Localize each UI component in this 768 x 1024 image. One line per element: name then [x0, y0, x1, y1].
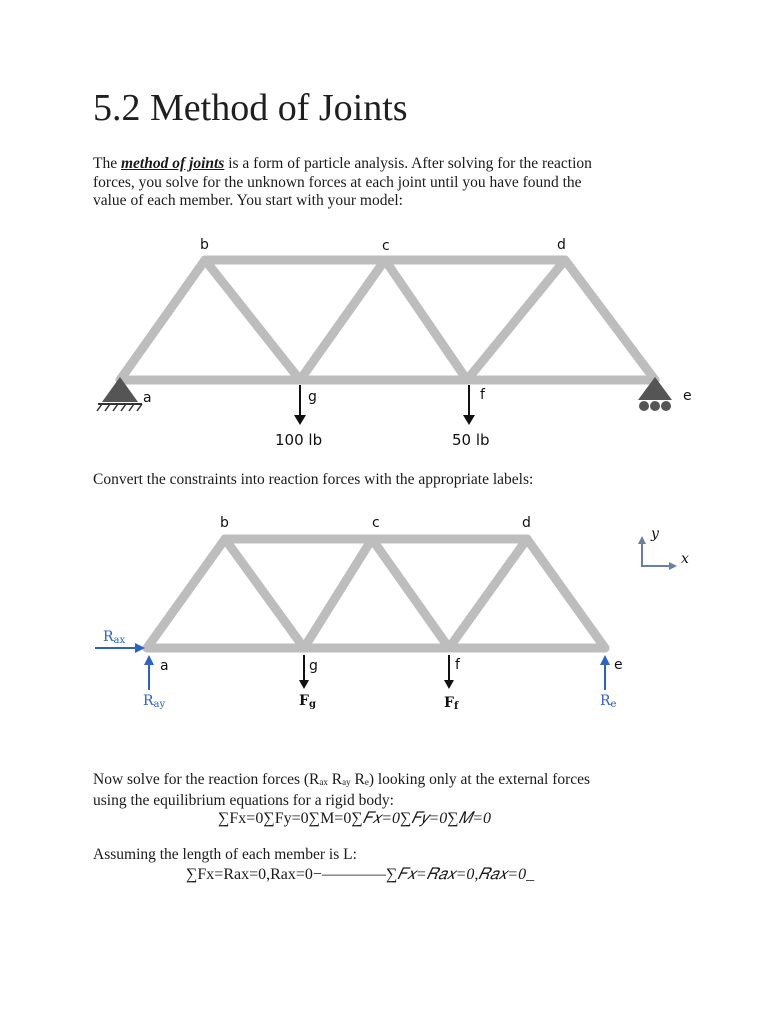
y-axis-label: y — [651, 526, 659, 542]
rax-label: Rax — [103, 629, 126, 646]
intro-line2: forces, you solve for the unknown forces at each joint until you have found the — [93, 173, 582, 191]
method-of-joints-term: method of joints — [120, 155, 225, 172]
fbd-member-fd — [449, 539, 527, 648]
fbd-truss-members — [147, 539, 605, 648]
sum-fx-math: ∑𝐹𝑥=𝑅𝑎𝑥=0,𝑅𝑎𝑥=0_ — [385, 866, 535, 883]
x-axis-arrowhead — [669, 562, 677, 570]
fbd-joint-label-c: c — [372, 515, 380, 531]
fbd-joint-label-f: f — [455, 657, 460, 673]
load-arrowhead-g — [294, 415, 306, 425]
intro-line1-rest: is a form of particle analysis. After solving for the reaction — [224, 155, 592, 172]
truss-model-figure — [0, 225, 768, 460]
fbd-member-bg — [225, 539, 304, 648]
axes-lines — [642, 541, 672, 566]
fbd-member-gc — [304, 539, 372, 648]
free-body-diagram — [0, 505, 768, 725]
x-axis-label: x — [681, 551, 689, 567]
member-cf — [385, 260, 467, 380]
joint-label-f: f — [480, 387, 485, 403]
equilibrium-equations — [218, 810, 491, 828]
coordinate-axes — [642, 541, 672, 566]
load-arrowhead-f — [463, 415, 475, 425]
member-ab — [120, 260, 205, 380]
joint-label-b: b — [200, 237, 209, 253]
intro-lead: The — [93, 155, 121, 172]
fg-label: Fg — [299, 693, 316, 710]
fg-arrowhead — [299, 680, 309, 689]
intro-paragraph — [93, 155, 693, 211]
member-bg — [205, 260, 300, 380]
fbd-member-de — [527, 539, 605, 648]
equilibrium-plain: ∑Fx=0∑Fy=0∑M=0 — [218, 810, 352, 827]
fbd-joint-label-e: e — [614, 657, 623, 673]
member-de — [565, 260, 655, 380]
joint-label-d: d — [557, 237, 566, 253]
load-arrows — [300, 385, 469, 418]
fbd-joint-label-b: b — [220, 515, 229, 531]
intro-line3: value of each member. You start with your model: — [93, 192, 403, 209]
applied-force-arrows — [304, 655, 449, 682]
y-axis-arrowhead — [638, 536, 646, 544]
solve-sub-ay: ay — [342, 777, 351, 787]
solve-line2: using the equilibrium equations for a rigid body: — [93, 791, 394, 809]
solve-mid2: R — [350, 771, 365, 788]
fbd-member-cf — [372, 539, 449, 648]
ray-label: Ray — [143, 693, 166, 710]
fbd-joint-label-d: d — [522, 515, 531, 531]
solve-line1-b: ) looking only at the external forces — [368, 771, 591, 788]
fbd-joint-label-a: a — [160, 658, 169, 674]
joint-label-c: c — [382, 238, 390, 254]
solve-line1-a: Now solve for the reaction forces (R — [93, 771, 320, 788]
member-gc — [300, 260, 385, 380]
truss-members — [120, 260, 655, 380]
page-title: 5.2 Method of Joints — [93, 87, 408, 129]
equilibrium-math: ∑𝐹𝑥=0∑𝐹𝑦=0∑𝑀=0 — [351, 810, 492, 827]
convert-paragraph: Convert the constraints into reaction forces with the appropriate labels: — [93, 471, 534, 488]
reaction-arrows — [95, 648, 605, 690]
member-fd — [467, 260, 565, 380]
fbd-member-ab — [147, 539, 225, 648]
load-label-50lb: 50 lb — [452, 431, 490, 449]
re-arrowhead — [600, 655, 610, 665]
joint-label-a: a — [143, 390, 152, 406]
solve-mid1: R — [327, 771, 343, 788]
solve-sub-ax: ax — [319, 777, 328, 787]
joint-label-e: e — [683, 388, 692, 404]
assume-paragraph: Assuming the length of each member is L: — [93, 846, 357, 863]
fbd-joint-label-g: g — [309, 658, 318, 674]
ray-arrowhead — [144, 655, 154, 665]
solve-paragraph — [93, 771, 693, 810]
ff-arrowhead — [444, 680, 454, 689]
ff-label: Ff — [444, 695, 459, 712]
load-label-100lb: 100 lb — [275, 431, 323, 449]
sum-fx-equation — [186, 866, 534, 884]
joint-label-g: g — [308, 389, 317, 405]
sum-fx-dashes: −–––––––– — [312, 866, 386, 883]
rax-arrowhead — [135, 643, 145, 653]
re-label: Re — [600, 693, 617, 710]
solve-sub-e: e — [364, 777, 369, 787]
sum-fx-plain: ∑Fx=Rax=0,Rax=0 — [186, 866, 313, 883]
